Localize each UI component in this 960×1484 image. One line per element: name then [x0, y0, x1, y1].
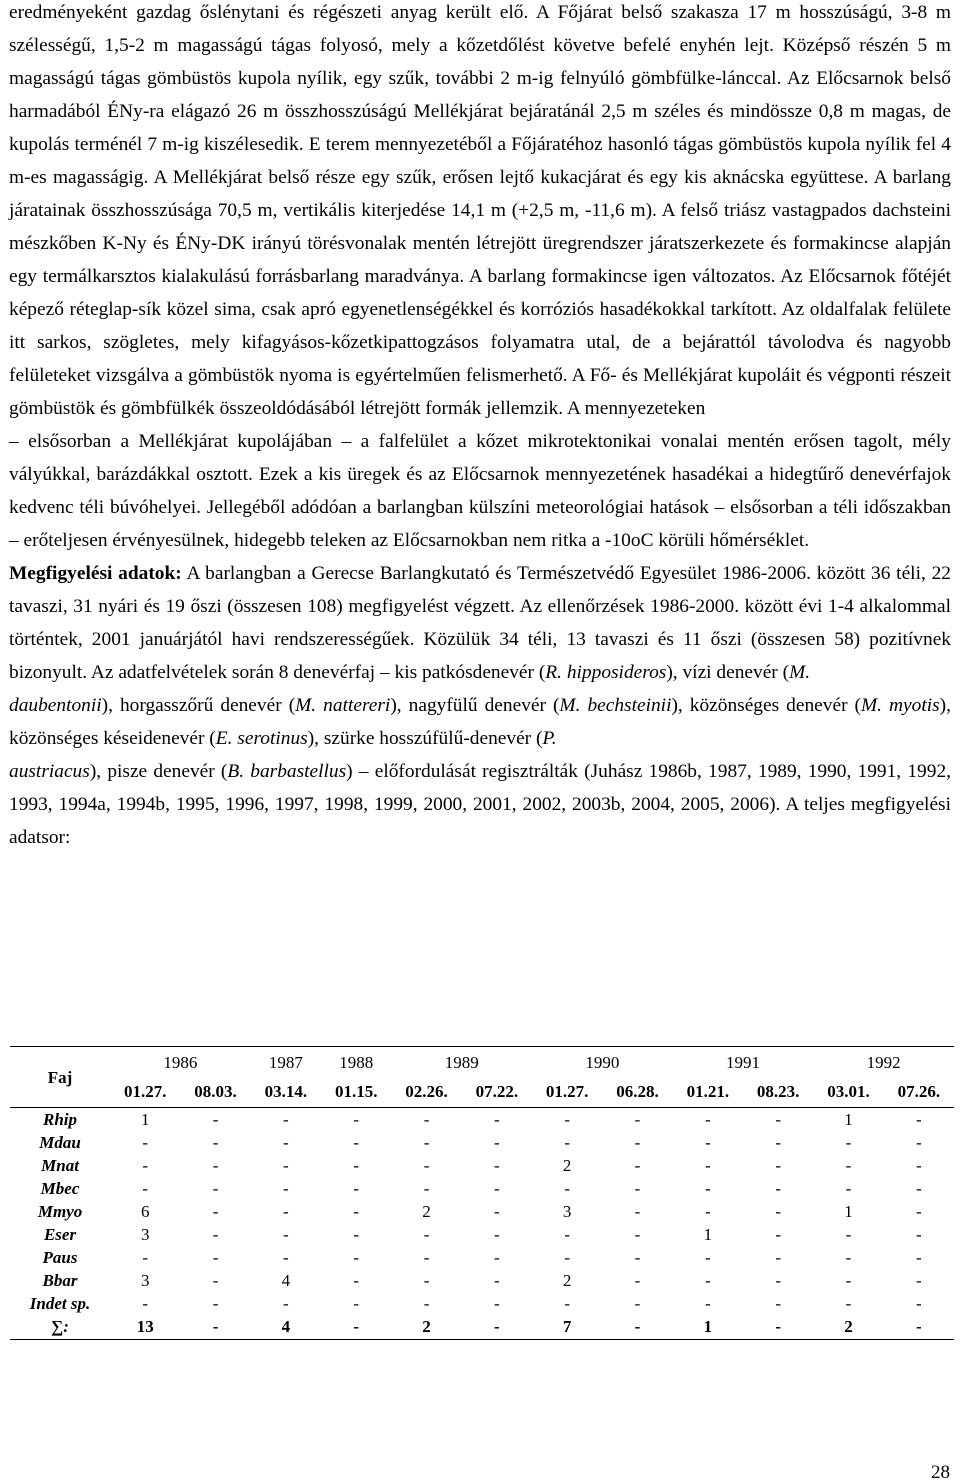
obs-text: ), közönséges denevér (	[671, 695, 862, 716]
count-cell: -	[423, 1294, 430, 1313]
count-cell: -	[494, 1179, 500, 1198]
count-cell: -	[705, 1133, 711, 1152]
obs-text: előfordulását regisztrálták (Juhász 1986b, 1987, 1989, 1990, 1991, 1992, 1993, 1994a, 1994b, 1995, 1996, 1997, 1998, 1999, 2000, 2001, 2002, 2003b, 2004, 2005, 2006). A teljes megfigyelési adatsor:	[9, 761, 951, 848]
count-cell: -	[353, 1248, 360, 1267]
count-cell: -	[494, 1248, 500, 1267]
count-cell: 3	[140, 1271, 150, 1290]
count-cell: -	[494, 1133, 500, 1152]
year-header: 1986	[110, 1047, 251, 1078]
date-header-row	[10, 1077, 954, 1108]
count-cell: -	[915, 1248, 922, 1267]
species-name: M. nattereri	[295, 695, 391, 716]
count-cell: 3	[140, 1225, 150, 1244]
table-row	[10, 1223, 954, 1246]
table-body	[10, 1108, 954, 1340]
species-name: B. barbastellus	[227, 761, 347, 782]
table-row	[10, 1200, 954, 1223]
count-cell: -	[142, 1248, 149, 1267]
species-name: M. bechsteinii	[559, 695, 672, 716]
table-row	[10, 1292, 954, 1315]
count-cell: -	[564, 1179, 571, 1198]
species-code: Mdau	[39, 1133, 81, 1152]
sum-cell: 2	[813, 1315, 883, 1340]
species-name: E. serotinus	[215, 728, 308, 749]
description-paragraph	[9, 0, 951, 557]
date-header: 06.28.	[602, 1077, 672, 1108]
count-cell: -	[845, 1179, 852, 1198]
species-code: Mbec	[40, 1179, 80, 1198]
body-text: elsősorban a Mellékjárat kupolájában	[18, 431, 342, 452]
table-row	[10, 1154, 954, 1177]
count-cell: -	[845, 1271, 852, 1290]
species-code: Paus	[42, 1248, 78, 1267]
count-cell: -	[775, 1179, 781, 1198]
count-cell: -	[564, 1248, 571, 1267]
year-header: 1987	[251, 1047, 321, 1078]
sum-cell: 13	[110, 1315, 180, 1340]
count-cell: -	[915, 1294, 922, 1313]
count-cell: -	[212, 1156, 219, 1175]
count-cell: -	[283, 1248, 289, 1267]
count-cell: -	[142, 1156, 149, 1175]
count-cell: -	[845, 1225, 852, 1244]
count-cell: -	[915, 1133, 922, 1152]
count-cell: 2	[562, 1156, 572, 1175]
sum-row	[10, 1315, 954, 1340]
count-cell: -	[353, 1179, 360, 1198]
date-header: 01.27.	[110, 1077, 180, 1108]
count-cell: -	[283, 1294, 289, 1313]
species-code: Mmyo	[37, 1202, 83, 1221]
count-cell: -	[845, 1133, 852, 1152]
obs-text: kis patkósdenevér (	[389, 662, 546, 683]
count-cell: -	[494, 1225, 500, 1244]
count-cell: -	[634, 1225, 641, 1244]
count-cell: -	[634, 1179, 641, 1198]
count-cell: -	[915, 1110, 922, 1129]
species-code: Mnat	[41, 1156, 79, 1175]
count-cell: -	[212, 1225, 219, 1244]
count-cell: -	[705, 1156, 711, 1175]
count-cell: -	[915, 1271, 922, 1290]
obs-text: )	[346, 761, 359, 782]
count-cell: 1	[703, 1225, 713, 1244]
em-dash: –	[9, 431, 19, 452]
count-cell: -	[705, 1110, 711, 1129]
observations-heading: Megfigyelési adatok:	[9, 563, 182, 584]
count-cell: -	[212, 1179, 219, 1198]
count-cell: -	[845, 1248, 852, 1267]
count-cell: -	[423, 1248, 430, 1267]
sum-cell: 1	[673, 1315, 743, 1340]
table-row	[10, 1131, 954, 1154]
count-cell: -	[634, 1156, 641, 1175]
sum-cell: 4	[251, 1315, 321, 1340]
count-cell: -	[705, 1271, 711, 1290]
sum-cell: -	[180, 1315, 250, 1340]
count-cell: -	[705, 1179, 711, 1198]
count-cell: -	[705, 1294, 711, 1313]
count-cell: -	[915, 1179, 922, 1198]
obs-text: ), nagyfülű denevér (	[390, 695, 560, 716]
count-cell: -	[494, 1271, 500, 1290]
obs-text: ), pisze denevér (	[89, 761, 228, 782]
count-cell: 1	[844, 1110, 853, 1129]
sum-cell: -	[743, 1315, 813, 1340]
table-row	[10, 1246, 954, 1269]
count-cell: -	[423, 1271, 430, 1290]
count-cell: -	[212, 1133, 219, 1152]
count-cell: -	[705, 1202, 711, 1221]
species-name: P. austriacus	[9, 728, 557, 782]
count-cell: -	[494, 1294, 500, 1313]
obs-text: ), horgasszőrű denevér (	[101, 695, 296, 716]
count-cell: -	[212, 1248, 219, 1267]
count-cell: 4	[281, 1271, 291, 1290]
observations-paragraph	[9, 557, 951, 854]
em-dash: –	[341, 431, 352, 452]
count-cell: -	[353, 1271, 360, 1290]
count-cell: -	[705, 1248, 711, 1267]
page-number: 28	[931, 1462, 950, 1483]
year-header-row	[10, 1047, 954, 1078]
count-cell: -	[283, 1179, 289, 1198]
count-cell: -	[212, 1202, 219, 1221]
count-cell: -	[353, 1110, 360, 1129]
sum-cell: 2	[391, 1315, 461, 1340]
count-cell: -	[212, 1110, 219, 1129]
species-code: Indet sp.	[29, 1294, 91, 1313]
obs-text: A barlangban a Gerecse Barlangkutató és Természetvédő Egyesület 1986-2006. között 36 téli, 22 tavaszi, 31 nyári és 19 őszi (összesen 108) megfigyelést végzett. Az ellenőrzések 1986-2000. között évi 1-4 alkalommal történtek, 2001 januárjától havi rendszerességűek. Közülük 34 téli, 13 tavaszi és 11 őszi (összesen 58) pozitívnek bizonyult. Az adatfelvételek során 8 denevérfaj	[9, 563, 951, 683]
date-header: 01.27.	[532, 1077, 602, 1108]
count-cell: -	[353, 1202, 360, 1221]
count-cell: 1	[140, 1110, 150, 1129]
count-cell: -	[775, 1271, 781, 1290]
table-row	[10, 1108, 954, 1132]
sum-cell: -	[602, 1315, 672, 1340]
em-dash: –	[358, 761, 369, 782]
count-cell: -	[775, 1156, 781, 1175]
table-row	[10, 1269, 954, 1292]
sum-cell: 7	[532, 1315, 602, 1340]
sum-cell: -	[884, 1315, 954, 1340]
species-column-header: Faj	[10, 1047, 110, 1108]
sum-cell: -	[462, 1315, 532, 1340]
count-cell: -	[423, 1133, 430, 1152]
count-cell: -	[775, 1248, 781, 1267]
count-cell: -	[212, 1294, 219, 1313]
em-dash: –	[379, 662, 390, 683]
obs-text: ), vízi denevér (	[666, 662, 790, 683]
obs-text: ), szürke hosszúfülű-denevér (	[307, 728, 543, 749]
count-cell: -	[915, 1225, 922, 1244]
count-cell: -	[915, 1156, 922, 1175]
year-header: 1992	[813, 1047, 954, 1078]
count-cell: -	[212, 1271, 219, 1290]
count-cell: -	[775, 1225, 781, 1244]
em-dash: –	[714, 497, 725, 518]
count-cell: -	[775, 1110, 781, 1129]
count-cell: -	[283, 1202, 289, 1221]
count-cell: -	[142, 1179, 149, 1198]
count-cell: -	[634, 1294, 641, 1313]
sum-label: ∑:	[10, 1315, 110, 1340]
count-cell: -	[775, 1133, 781, 1152]
count-cell: -	[494, 1110, 500, 1129]
count-cell: -	[283, 1110, 289, 1129]
count-cell: -	[423, 1225, 430, 1244]
count-cell: -	[423, 1156, 430, 1175]
count-cell: -	[915, 1202, 922, 1221]
species-name: R. hipposideros	[545, 662, 667, 683]
count-cell: -	[494, 1202, 500, 1221]
date-header: 08.03.	[180, 1077, 250, 1108]
document-body	[9, 0, 951, 854]
count-cell: -	[353, 1294, 360, 1313]
em-dash: –	[9, 530, 19, 551]
count-cell: -	[494, 1156, 500, 1175]
count-cell: -	[564, 1225, 571, 1244]
species-name: M. daubentonii	[9, 662, 811, 716]
count-cell: -	[564, 1110, 571, 1129]
count-cell: -	[142, 1294, 149, 1313]
count-cell: 2	[562, 1271, 572, 1290]
count-cell: -	[353, 1225, 360, 1244]
obs-text: ), közönséges késeidenevér (	[9, 695, 951, 749]
count-cell: -	[283, 1156, 289, 1175]
body-text: eredményeként gazdag őslénytani és régészeti anyag került elő. A Főjárat belső szakasza 17 m hosszúságú, 3-8 m szélességű, 1,5-2 m magasságú tágas folyosó, mely a kőzetdőlést követve befelé enyhén lejt. Középső részén 5 m magasságú tágas gömbüstös kupola nyílik, egy szűk, további 2 m-ig felnyúló gömbfülke-lánccal. Az Előcsarnok belső harmadából ÉNy-ra elágazó 26 m összhosszúságú Mellékjárat bejáratánál 2,5 m széles és mindössze 0,8 m magas, de kupolás terménél 7 m-ig kiszélesedik. E terem mennyezetéből a Főjáratéhoz hasonló tágas gömbüstös kupola nyílik fel 4 m-es magasságig. A Mellékjárat belső része egy szűk, erősen lejtő kukacjárat és egy kis aknácska együttese. A barlang járatainak összhosszúsága 70,5 m, vertikális kiterjedése 14,1 m (+2,5 m, -11,6 m). A felső triász vastagpados dachsteini mészkőben K-Ny és ÉNy-DK irányú törésvonalak mentén létrejött üregrendszer járatszerkezete és formakincse alapján egy termálkarsztos kialakulású forrásbarlang maradványa. A barlang formakincse igen változatos. Az Előcsarnok főtéjét képező réteglap-sík közel sima, csak apró egyenetlenségékkel és korróziós hasadékokkal tarkított. Az oldalfalak felülete itt sarkos, szögletes, mely kifagyásos-kőzetkipattogzásos folyamatra utal, de a bejárattól távolodva és nagyobb felületeket vizsgálva a gömbüstök nyoma is egyértelműen felismerhető. A Fő- és Mellékjárat kupoláit és végponti részeit gömbüstök és gömbfülkék összeoldódásából létrejött formák jellemzik. A mennyezeteken	[9, 2, 951, 419]
count-cell: -	[634, 1133, 641, 1152]
date-header: 02.26.	[391, 1077, 461, 1108]
count-cell: 6	[140, 1202, 150, 1221]
species-name: M. myotis	[861, 695, 940, 716]
count-cell: 1	[844, 1202, 853, 1221]
year-header: 1991	[673, 1047, 814, 1078]
count-cell: -	[142, 1133, 149, 1152]
body-text: erőteljesen érvényesülnek, hidegebb teleken az Előcsarnokban nem ritka a -10oC körüli hőmérséklet.	[18, 530, 810, 551]
count-cell: -	[634, 1110, 641, 1129]
count-cell: -	[845, 1294, 852, 1313]
date-header: 08.23.	[743, 1077, 813, 1108]
count-cell: -	[775, 1294, 781, 1313]
date-header: 07.22.	[462, 1077, 532, 1108]
observation-table	[10, 1046, 954, 1340]
count-cell: -	[775, 1202, 781, 1221]
count-cell: 3	[562, 1202, 572, 1221]
count-cell: -	[283, 1133, 289, 1152]
count-cell: -	[634, 1248, 641, 1267]
body-text: a falfelület a kőzet mikrotektonikai vonalai mentén erősen tagolt, mély vályúkkal, barázdákkal osztott. Ezek a kis üregek és az Előcsarnok mennyezetének hasadékai a hidegtűrő denevérfajok kedvenc téli búvóhelyei. Jellegéből adódóan a barlangban külszíni meteorológiai hatások	[9, 431, 951, 518]
sum-cell: -	[321, 1315, 391, 1340]
count-cell: -	[634, 1271, 641, 1290]
date-header: 01.21.	[673, 1077, 743, 1108]
year-header: 1988	[321, 1047, 391, 1078]
date-header: 03.14.	[251, 1077, 321, 1108]
count-cell: 2	[422, 1202, 431, 1221]
species-code: Rhip	[43, 1110, 78, 1129]
date-header: 01.15.	[321, 1077, 391, 1108]
year-header: 1989	[391, 1047, 532, 1078]
year-header: 1990	[532, 1047, 673, 1078]
count-cell: -	[423, 1179, 430, 1198]
count-cell: -	[423, 1110, 430, 1129]
count-cell: -	[845, 1156, 852, 1175]
count-cell: -	[353, 1133, 360, 1152]
body-text: elsősorban a téli időszakban	[724, 497, 951, 518]
date-header: 03.01.	[813, 1077, 883, 1108]
count-cell: -	[564, 1133, 571, 1152]
date-header: 07.26.	[884, 1077, 954, 1108]
species-code: Eser	[43, 1225, 77, 1244]
count-cell: -	[564, 1294, 571, 1313]
count-cell: -	[634, 1202, 641, 1221]
count-cell: -	[353, 1156, 360, 1175]
species-code: Bbar	[42, 1271, 78, 1290]
count-cell: -	[283, 1225, 289, 1244]
table-row	[10, 1177, 954, 1200]
